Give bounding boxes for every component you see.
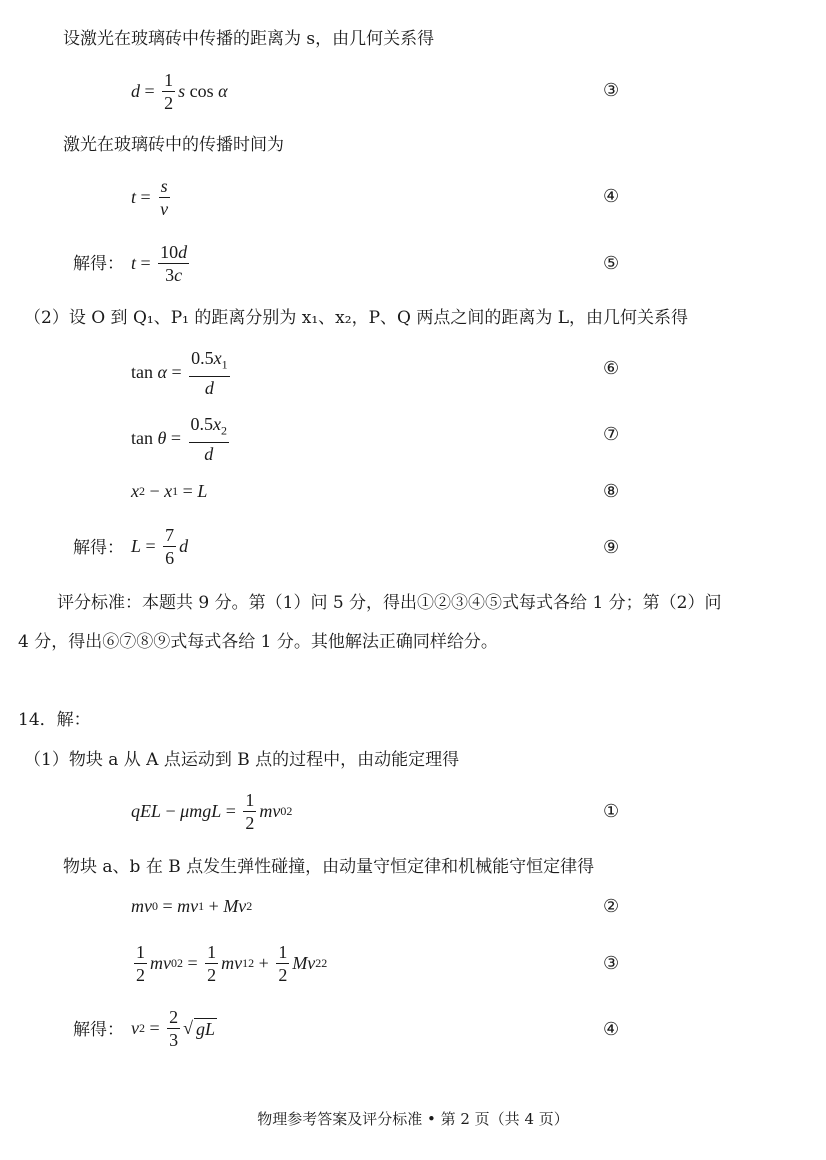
page-footer: 物理参考答案及评分标准 • 第 2 页（共 4 页） — [257, 1110, 569, 1128]
equation-number: ⑥ — [603, 358, 620, 379]
equation-tan-theta: tan θ = $\frac{0.5x_2}{d}$ — [131, 414, 227, 464]
equation-number: ⑨ — [603, 537, 620, 558]
scoring-text: 4 分，得出⑥⑦⑧⑨式每式各给 1 分。其他解法正确同样给分。 — [18, 632, 498, 652]
equation-number: ① — [603, 801, 620, 822]
equation-energy-theorem: qEL − μmgL = $\frac{1}{2}$ mv 0 2 — [131, 790, 293, 833]
equation-number: ③ — [603, 953, 620, 974]
text-line: 物块 a、b 在 B 点发生弹性碰撞，由动量守恒定律和机械能守恒定律得 — [63, 857, 595, 877]
solve-label: 解得： — [73, 538, 124, 558]
equation-number: ② — [603, 896, 620, 917]
equation-mechanical-energy: $\frac{1}{2}$ mv 0 2 = $\frac{1}{2}$ mv 1 2 + $\frac{1}{2}$ Mv 2 2 — [136, 942, 328, 985]
equation-t: t = $\frac{s}{v}$ — [131, 176, 169, 219]
equation-t-result: t = $\frac{10d}{3c}$ — [131, 242, 188, 285]
text-line: （1）物块 a 从 A 点运动到 B 点的过程中，由动能定理得 — [24, 750, 460, 770]
equation-number: ⑤ — [603, 253, 620, 274]
equation-number: ④ — [603, 186, 620, 207]
equation-L-result: L = $\frac{7}{6}$ d — [131, 525, 189, 568]
equation-difference: x 2 − x 1 = L — [131, 481, 208, 501]
equation-d: d = $\frac{1}{2}$ s cos α — [131, 70, 228, 113]
problem-heading: 14．解： — [18, 710, 91, 730]
equation-momentum: mv 0 = mv 1 + Mv 2 — [131, 896, 253, 916]
equation-number: ⑧ — [603, 481, 620, 502]
equation-number: ③ — [603, 80, 620, 101]
text-line: 激光在玻璃砖中的传播时间为 — [63, 135, 284, 155]
solve-label: 解得： — [73, 254, 124, 274]
equation-v2-result: v 2 = $\frac{2}{3}$ √ gL — [131, 1007, 216, 1050]
equation-number: ⑦ — [603, 424, 620, 445]
equation-number: ④ — [603, 1019, 620, 1040]
text-line: （2）设 O 到 Q₁、P₁ 的距离分别为 x₁、x₂，P、Q 两点之间的距离为 L，由几何关系得 — [24, 308, 689, 328]
scoring-text: 评分标准：本题共 9 分。第（1）问 5 分，得出①②③④⑤式每式各给 1 分；第（2）问 — [57, 593, 722, 613]
equation-tan-alpha: tan α = $\frac{0.5x_1}{d}$ — [131, 348, 228, 398]
solve-label: 解得： — [73, 1020, 124, 1040]
text-line: 设激光在玻璃砖中传播的距离为 s，由几何关系得 — [63, 29, 435, 49]
